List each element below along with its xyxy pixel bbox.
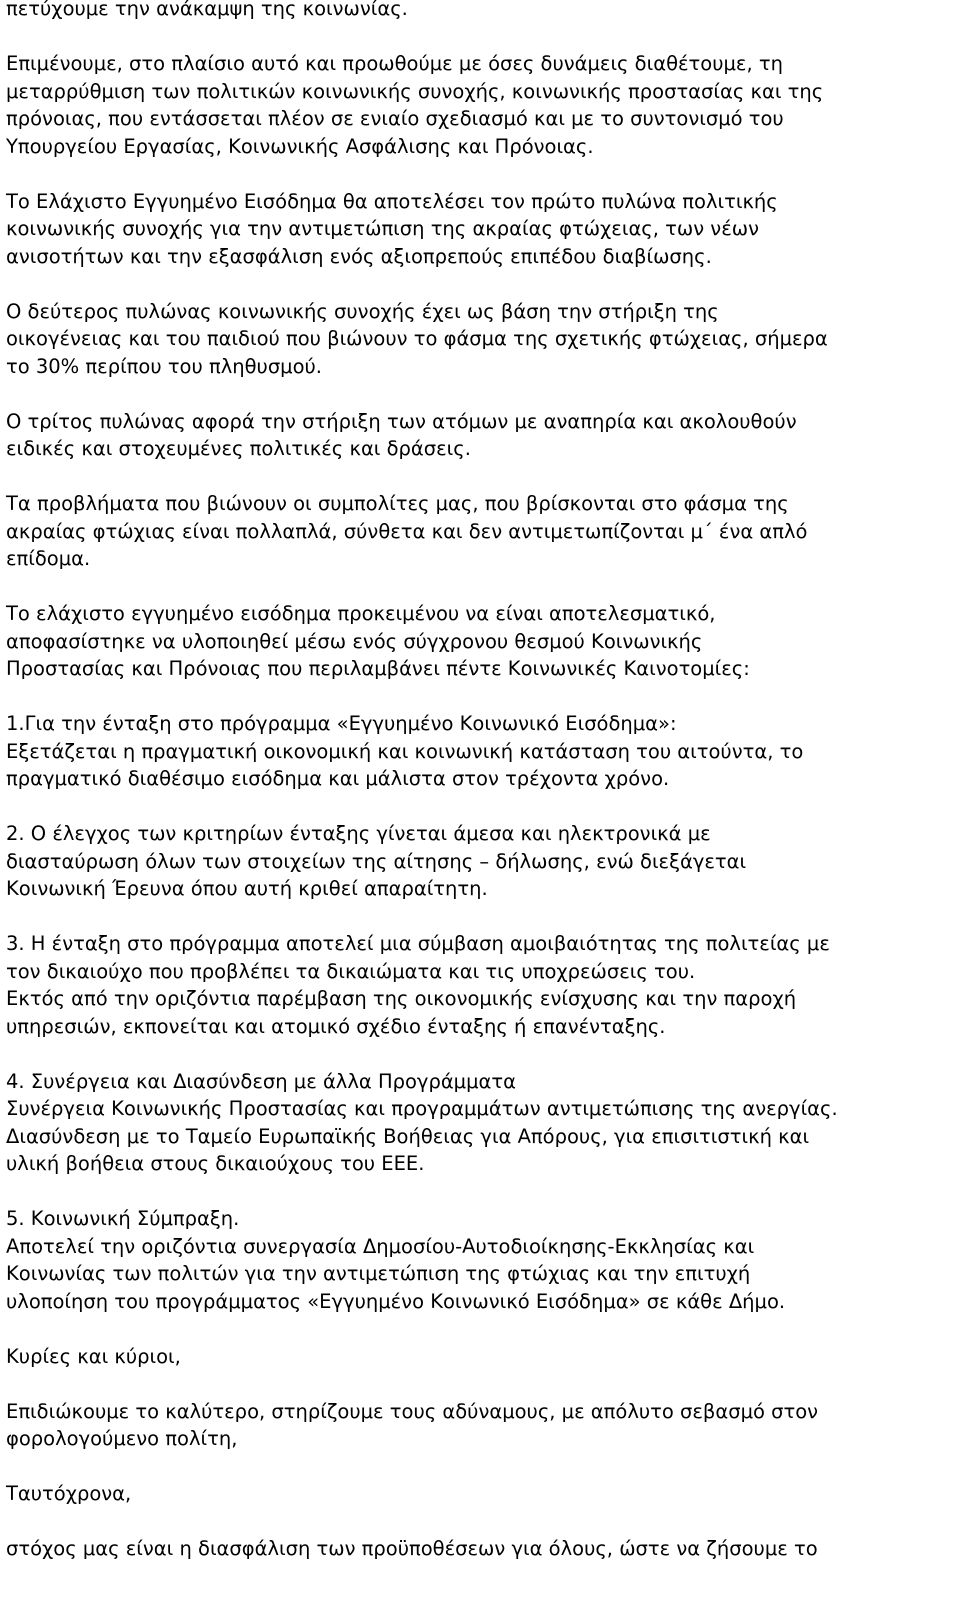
text-line: πραγματικό διαθέσιμο εισόδημα και μάλιστα στον τρέχοντα χρόνο.: [6, 767, 670, 790]
paragraph: [6, 820, 952, 903]
paragraph-spacer: [6, 683, 952, 711]
text-line: στόχος μας είναι η διασφάλιση των προϋποθέσεων για όλους, ώστε να ζήσουμε το: [6, 1537, 818, 1560]
document-body: [6, 0, 952, 1563]
text-line: 5. Κοινωνική Σύμπραξη.: [6, 1207, 240, 1230]
paragraph-spacer: [6, 463, 952, 491]
paragraph: [6, 600, 952, 683]
text-line: Αποτελεί την οριζόντια συνεργασία Δημοσίου-Αυτοδιοίκησης-Εκκλησίας και: [6, 1234, 755, 1258]
text-line: υπηρεσιών, εκπονείται και ατομικό σχέδιο ένταξης ή επανένταξης.: [6, 1014, 666, 1038]
paragraph-spacer: [6, 573, 952, 601]
text-line: Κοινωνίας των πολιτών για την αντιμετώπιση της φτώχιας και την επιτυχή: [6, 1262, 751, 1285]
text-line: Κυρίες και κύριοι,: [6, 1344, 181, 1368]
paragraph: [6, 0, 952, 23]
text-line: Εξετάζεται η πραγματική οικονομική και κοινωνική κατάσταση του αιτούντα, το: [6, 739, 804, 763]
text-line: Το ελάχιστο εγγυημένο εισόδημα προκειμένου να είναι αποτελεσματικό,: [6, 602, 716, 625]
text-line: 1.Για την ένταξη στο πρόγραμμα «Εγγυημένο Κοινωνικό Εισόδημα»:: [6, 712, 677, 735]
text-line: ακραίας φτώχιας είναι πολλαπλά, σύνθετα και δεν αντιμετωπίζονται μ΄ ένα απλό: [6, 519, 808, 543]
paragraph-spacer: [6, 380, 952, 408]
text-line: μεταρρύθμιση των πολιτικών κοινωνικής συνοχής, κοινωνικής προστασίας και της: [6, 79, 824, 103]
text-line: Το Ελάχιστο Εγγυημένο Εισόδημα θα αποτελέσει τον πρώτο πυλώνα πολιτικής: [6, 189, 778, 213]
text-line: Ταυτόχρονα,: [6, 1482, 132, 1505]
text-line: 4. Συνέργεια και Διασύνδεση με άλλα Προγράμματα: [6, 1069, 516, 1093]
text-line: Κοινωνική Έρευνα όπου αυτή κριθεί απαραίτητη.: [6, 877, 488, 900]
paragraph: [6, 188, 952, 271]
paragraph: [6, 1398, 952, 1453]
text-line: 3. Η ένταξη στο πρόγραμμα αποτελεί μια σύμβαση αμοιβαιότητας της πολιτείας με: [6, 932, 830, 955]
paragraph: [6, 1535, 952, 1563]
paragraph: [6, 50, 952, 160]
paragraph: [6, 1343, 952, 1371]
text-line: πρόνοιας, που εντάσσεται πλέον σε ενιαίο σχεδιασμό και με το συντονισμό του: [6, 107, 784, 130]
text-line: Συνέργεια Κοινωνικής Προστασίας και προγραμμάτων αντιμετώπισης της ανεργίας.: [6, 1097, 838, 1120]
text-line: αποφασίστηκε να υλοποιηθεί μέσω ενός σύγχρονου θεσμού Κοινωνικής: [6, 629, 703, 653]
text-line: Επιδιώκουμε το καλύτερο, στηρίζουμε τους αδύναμους, με απόλυτο σεβασμό στον: [6, 1399, 819, 1423]
paragraph: [6, 930, 952, 1040]
text-line: τον δικαιούχο που προβλέπει τα δικαιώματα και τις υποχρεώσεις του.: [6, 959, 696, 983]
text-line: Διασύνδεση με το Ταμείο Ευρωπαϊκής Βοήθειας για Απόρους, για επισιτιστική και: [6, 1124, 810, 1148]
text-line: επίδομα.: [6, 547, 91, 570]
paragraph-spacer: [6, 903, 952, 931]
text-line: Ο δεύτερος πυλώνας κοινωνικής συνοχής έχει ως βάση την στήριξη της: [6, 299, 719, 323]
text-line: το 30% περίπου του πληθυσμού.: [6, 354, 322, 378]
paragraph-spacer: [6, 23, 952, 51]
paragraph-spacer: [6, 1508, 952, 1536]
paragraph: [6, 710, 952, 793]
text-line: Προστασίας και Πρόνοιας που περιλαμβάνει πέντε Κοινωνικές Καινοτομίες:: [6, 657, 750, 680]
paragraph-spacer: [6, 160, 952, 188]
text-line: πετύχουμε την ανάκαμψη της κοινωνίας.: [6, 0, 408, 20]
text-line: κοινωνικής συνοχής για την αντιμετώπιση της ακραίας φτώχειας, των νέων: [6, 217, 759, 240]
text-line: υλική βοήθεια στους δικαιούχους του ΕΕΕ.: [6, 1152, 425, 1175]
text-line: ειδικές και στοχευμένες πολιτικές και δράσεις.: [6, 437, 471, 460]
text-line: Εκτός από την οριζόντια παρέμβαση της οικονομικής ενίσχυσης και την παροχή: [6, 987, 797, 1010]
paragraph-spacer: [6, 1315, 952, 1343]
text-line: Επιμένουμε, στο πλαίσιο αυτό και προωθούμε με όσες δυνάμεις διαθέτουμε, τη: [6, 52, 783, 75]
text-line: φορολογούμενο πολίτη,: [6, 1427, 238, 1450]
text-line: υλοποίηση του προγράμματος «Εγγυημένο Κοινωνικό Εισόδημα» σε κάθε Δήμο.: [6, 1289, 786, 1313]
text-line: ανισοτήτων και την εξασφάλιση ενός αξιοπρεπούς επιπέδου διαβίωσης.: [6, 244, 712, 268]
paragraph: [6, 408, 952, 463]
text-line: οικογένειας και του παιδιού που βιώνουν το φάσμα της σχετικής φτώχειας, σήμερα: [6, 327, 828, 350]
paragraph: [6, 298, 952, 381]
paragraph-spacer: [6, 1040, 952, 1068]
paragraph: [6, 490, 952, 573]
text-line: Ο τρίτος πυλώνας αφορά την στήριξη των ατόμων με αναπηρία και ακολουθούν: [6, 409, 797, 433]
paragraph: [6, 1068, 952, 1178]
text-line: Τα προβλήματα που βιώνουν οι συμπολίτες μας, που βρίσκονται στο φάσμα της: [6, 492, 789, 515]
paragraph-spacer: [6, 1178, 952, 1206]
paragraph-spacer: [6, 1370, 952, 1398]
text-line: Υπουργείου Εργασίας, Κοινωνικής Ασφάλισης και Πρόνοιας.: [6, 134, 594, 158]
paragraph: [6, 1205, 952, 1315]
paragraph-spacer: [6, 270, 952, 298]
text-line: διασταύρωση όλων των στοιχείων της αίτησης – δήλωσης, ενώ διεξάγεται: [6, 849, 747, 873]
paragraph: [6, 1480, 952, 1508]
paragraph-spacer: [6, 793, 952, 821]
paragraph-spacer: [6, 1453, 952, 1481]
text-line: 2. Ο έλεγχος των κριτηρίων ένταξης γίνεται άμεσα και ηλεκτρονικά με: [6, 822, 711, 845]
